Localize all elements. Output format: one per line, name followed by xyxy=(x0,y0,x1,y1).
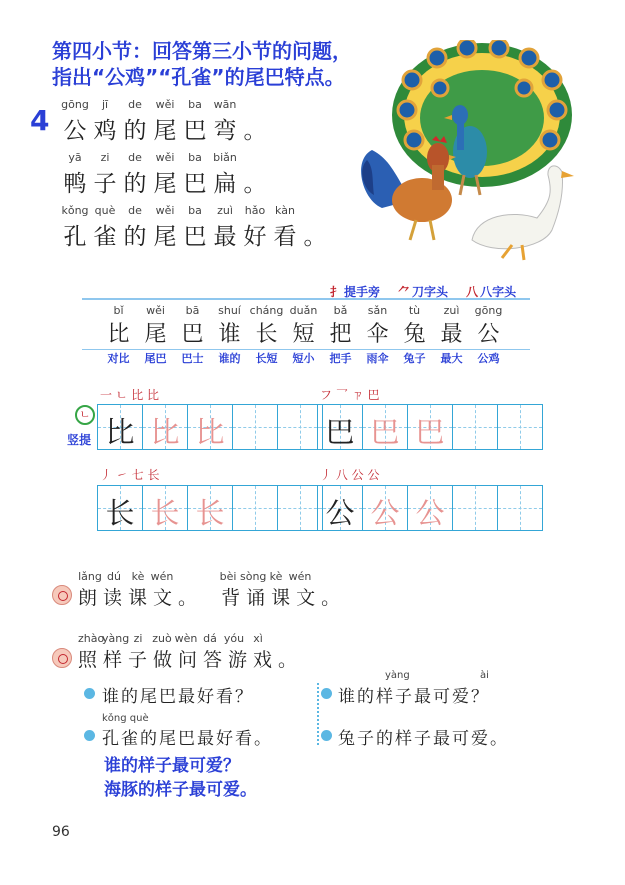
stroke-order: 丿 ㇀ 七 长 xyxy=(100,468,160,482)
stroke-name: 竖提 xyxy=(67,433,92,447)
grid-cell xyxy=(497,404,543,450)
hanzi: 的 xyxy=(123,171,147,197)
pinyin: dá xyxy=(203,632,217,645)
pinyin: sòng xyxy=(240,570,267,583)
answer-dot-icon xyxy=(321,730,332,741)
word-band-top-rule xyxy=(82,298,530,300)
grid-cell xyxy=(97,404,143,450)
new-characters xyxy=(100,304,507,366)
radical-symbol: ⺈ xyxy=(398,285,411,299)
poem-line-1 xyxy=(60,98,270,145)
read-section xyxy=(78,570,346,610)
stroke-circle-icon: ㄴ xyxy=(75,405,95,425)
hanzi: 兔 xyxy=(403,322,426,347)
grid-cell xyxy=(142,485,188,531)
trace-char: 巴 xyxy=(415,415,445,449)
hanzi: 巴 xyxy=(183,224,207,250)
grid-cell xyxy=(232,485,278,531)
grid-cell xyxy=(232,404,278,450)
pinyin: zuì xyxy=(443,304,460,317)
model-char: 比 xyxy=(105,415,135,449)
answer-1: 孔雀的尾巴最好看。 xyxy=(102,729,273,749)
stroke-order: フ 乛 ㄗ 巴 xyxy=(320,388,380,402)
grid-cell xyxy=(142,404,188,450)
game-text: 照样子做问答游戏。 xyxy=(78,649,304,671)
read-aloud-text: 朗读课文。 xyxy=(78,587,204,609)
trace-char: 比 xyxy=(195,415,225,449)
pinyin: wěi xyxy=(155,204,175,217)
hanzi: 尾 xyxy=(144,322,167,347)
qa-divider xyxy=(317,683,319,745)
pinyin: kǒng xyxy=(61,204,89,217)
hanzi: 比 xyxy=(107,322,130,347)
pinyin: kè xyxy=(269,570,283,583)
writing-grid-ba xyxy=(317,404,542,450)
hanzi: 弯 xyxy=(213,118,237,144)
hanzi: 子 xyxy=(93,171,117,197)
question-1: 谁的尾巴最好看？ xyxy=(102,687,254,707)
grid-cell xyxy=(317,404,363,450)
new-characters-hanzi xyxy=(100,317,507,348)
trace-char: 长 xyxy=(195,496,225,530)
question-dot-icon xyxy=(321,688,332,699)
trace-char: 长 xyxy=(150,496,180,530)
poem-line-3 xyxy=(60,204,330,251)
word-gloss: 把手 xyxy=(329,352,352,365)
poem-line-2-text xyxy=(60,165,270,198)
grid-cell xyxy=(97,485,143,531)
grid-cell xyxy=(187,404,233,450)
hanzi: 扁 xyxy=(213,171,237,197)
hanzi: 。 xyxy=(243,118,267,144)
recite-text: 背诵课文。 xyxy=(221,587,347,609)
pinyin: cháng xyxy=(249,304,284,317)
word-gloss: 兔子 xyxy=(403,352,426,365)
poem-line-3-pinyin xyxy=(60,204,330,218)
read-text xyxy=(78,583,346,610)
question-2-pinyin: ài xyxy=(480,670,489,681)
pinyin: shuí xyxy=(218,304,241,317)
stroke-order: 一 ㄴ 比 比 xyxy=(100,388,160,402)
pinyin: yā xyxy=(68,151,82,164)
pinyin: dú xyxy=(107,570,121,583)
pinyin: wèn xyxy=(174,632,198,645)
word-gloss: 长短 xyxy=(255,352,278,365)
grid-cell xyxy=(407,485,453,531)
hanzi: 公 xyxy=(477,322,500,347)
trace-char: 公 xyxy=(370,496,400,530)
question-dot-icon xyxy=(84,688,95,699)
poem-line-1-text xyxy=(60,112,270,145)
game-pinyin xyxy=(78,632,303,645)
pinyin: ba xyxy=(188,204,202,217)
hanzi: 巴 xyxy=(183,118,207,144)
pinyin: xì xyxy=(253,632,263,645)
pinyin: lǎng xyxy=(78,570,102,583)
poem-line-1-pinyin xyxy=(60,98,270,112)
word-gloss: 最大 xyxy=(440,352,463,365)
pinyin: bèi xyxy=(219,570,237,583)
answer-dot-icon xyxy=(84,730,95,741)
hanzi: 尾 xyxy=(153,118,177,144)
pinyin: gōng xyxy=(474,304,503,317)
word-gloss: 短小 xyxy=(292,352,315,365)
stroke-order: 丿 八 公 公 xyxy=(320,468,380,482)
pinyin: de xyxy=(128,204,142,217)
hanzi: 。 xyxy=(243,171,267,197)
hanzi: 谁 xyxy=(218,322,241,347)
pinyin: yàng xyxy=(102,632,130,645)
grid-cell xyxy=(362,404,408,450)
hanzi: 鸭 xyxy=(63,171,87,197)
poem-line-2 xyxy=(60,151,270,198)
pinyin: bǐ xyxy=(113,304,124,317)
pinyin: de xyxy=(128,151,142,164)
grid-cell xyxy=(187,485,233,531)
word-gloss: 公鸡 xyxy=(477,352,500,365)
pinyin: jī xyxy=(101,98,109,111)
radical-symbol: 八 xyxy=(466,285,479,299)
pinyin: zuì xyxy=(217,204,233,217)
pinyin: bā xyxy=(185,304,200,317)
word-gloss: 谁的 xyxy=(218,352,241,365)
pinyin: zuò xyxy=(152,632,172,645)
pinyin: wān xyxy=(213,98,237,111)
writing-grid-gong xyxy=(317,485,542,531)
word-gloss: 雨伞 xyxy=(366,352,389,365)
pinyin: duǎn xyxy=(289,304,318,317)
radical-symbol: 扌 xyxy=(330,285,343,299)
hanzi: 把 xyxy=(329,322,352,347)
pinyin: gōng xyxy=(61,98,89,111)
trace-char: 公 xyxy=(415,496,445,530)
pinyin: kè xyxy=(131,570,145,583)
hanzi: 长 xyxy=(255,322,278,347)
trace-char: 比 xyxy=(150,415,180,449)
word-gloss: 尾巴 xyxy=(144,352,167,365)
grid-cell xyxy=(407,404,453,450)
game-section-icon xyxy=(52,648,72,668)
read-pinyin xyxy=(78,570,346,583)
word-gloss: 巴士 xyxy=(181,352,204,365)
pinyin: biǎn xyxy=(213,151,237,164)
answer-line-1: 谁的样子最可爱？ xyxy=(104,756,240,776)
hanzi: 最 xyxy=(213,224,237,250)
hanzi: 的 xyxy=(123,224,147,250)
hanzi: 孔 xyxy=(63,224,87,250)
trace-char: 巴 xyxy=(370,415,400,449)
poem-line-3-text xyxy=(60,218,330,251)
grid-cell xyxy=(452,485,498,531)
pinyin: wén xyxy=(288,570,312,583)
pinyin: wěi xyxy=(155,98,175,111)
question-2: 谁的样子最可爱？ xyxy=(338,687,490,707)
hanzi: 尾 xyxy=(153,171,177,197)
answer-2: 兔子的样子最可爱。 xyxy=(338,729,509,749)
new-characters-words xyxy=(100,350,507,366)
pinyin: ba xyxy=(188,151,202,164)
pinyin: yóu xyxy=(223,632,245,645)
pinyin: tù xyxy=(408,304,421,317)
pinyin: wén xyxy=(150,570,174,583)
model-char: 巴 xyxy=(325,415,355,449)
hanzi: 伞 xyxy=(366,322,389,347)
answer-line-2: 海豚的样子最可爱。 xyxy=(104,780,257,800)
pinyin: zhào xyxy=(78,632,105,645)
read-section-icon xyxy=(52,585,72,605)
model-char: 长 xyxy=(105,496,135,530)
hanzi: 短 xyxy=(292,322,315,347)
pinyin: kàn xyxy=(275,204,295,217)
task-line-2: 指出“公鸡”“孔雀”的尾巴特点。 xyxy=(52,65,345,89)
radical-label: 刀字头 xyxy=(412,285,449,299)
radical-label: 八字头 xyxy=(480,285,517,299)
pinyin: wěi xyxy=(146,304,165,317)
section-number: 4 xyxy=(30,104,50,137)
hanzi: 尾 xyxy=(153,224,177,250)
pinyin: què xyxy=(94,204,116,217)
radical-label: 提手旁 xyxy=(344,285,381,299)
new-characters-pinyin xyxy=(100,304,507,317)
pinyin: zi xyxy=(133,632,143,645)
answer-1-pinyin: kǒng què xyxy=(102,713,149,724)
word-gloss: 对比 xyxy=(107,352,130,365)
hanzi: 最 xyxy=(440,322,463,347)
task-heading xyxy=(52,38,352,90)
pinyin: de xyxy=(128,98,142,111)
writing-grid-chang xyxy=(97,485,322,531)
grid-cell xyxy=(497,485,543,531)
animals-illustration xyxy=(352,40,602,270)
pinyin: sǎn xyxy=(367,304,388,317)
hanzi: 看 xyxy=(273,224,297,250)
grid-cell xyxy=(317,485,363,531)
pinyin: hǎo xyxy=(244,204,266,217)
hanzi: 好 xyxy=(243,224,267,250)
writing-grid-bi xyxy=(97,404,322,450)
task-line-1: 第四小节：回答第三小节的问题， xyxy=(52,39,352,63)
question-2-pinyin: yàng xyxy=(385,670,410,681)
pinyin: bǎ xyxy=(333,304,348,317)
hanzi: 。 xyxy=(303,224,327,250)
hanzi: 巴 xyxy=(183,171,207,197)
grid-cell xyxy=(362,485,408,531)
grid-cell xyxy=(452,404,498,450)
page-number: 96 xyxy=(52,824,70,840)
hanzi: 雀 xyxy=(93,224,117,250)
poem-line-2-pinyin xyxy=(60,151,270,165)
hanzi: 巴 xyxy=(181,322,204,347)
game-section xyxy=(78,632,303,672)
hanzi: 鸡 xyxy=(93,118,117,144)
model-char: 公 xyxy=(325,496,355,530)
hanzi: 的 xyxy=(123,118,147,144)
pinyin: ba xyxy=(188,98,202,111)
hanzi: 公 xyxy=(63,118,87,144)
pinyin: wěi xyxy=(155,151,175,164)
pinyin: zi xyxy=(100,151,110,164)
